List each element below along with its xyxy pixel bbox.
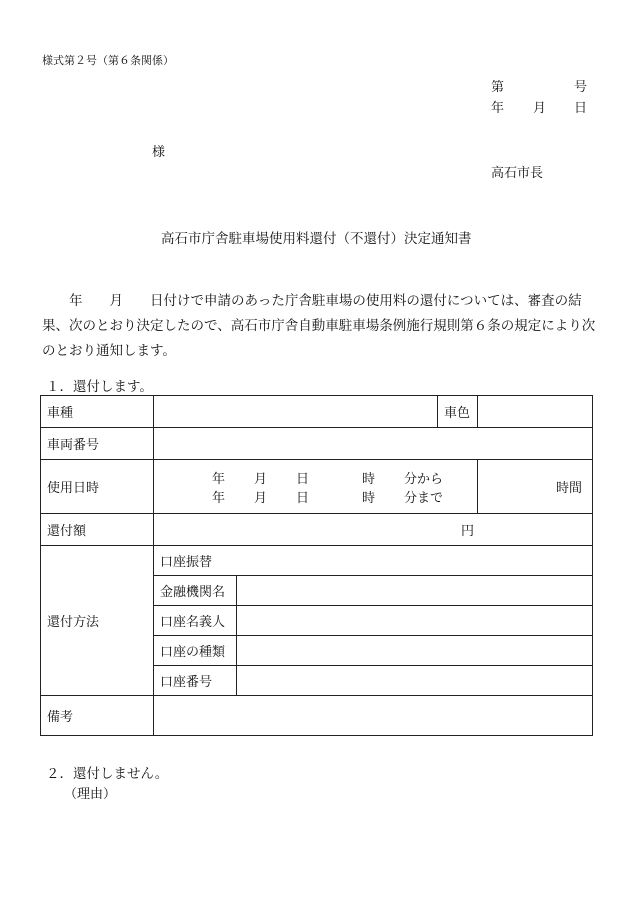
account-holder-value[interactable] xyxy=(237,606,593,636)
account-transfer-label: 口座振替 xyxy=(154,546,593,576)
reason-label: （理由） xyxy=(64,787,117,802)
document-number-label: 第 xyxy=(491,80,505,95)
vehicle-color-label xyxy=(438,396,478,428)
plate-number-value[interactable] xyxy=(154,428,593,460)
from-hour: 時 xyxy=(362,471,376,487)
table-row xyxy=(41,428,593,460)
section1-heading: １．還付します。 xyxy=(46,379,153,395)
account-number-label: 口座番号 xyxy=(154,666,237,696)
bank-name-value[interactable] xyxy=(237,576,593,606)
account-type-value[interactable] xyxy=(237,636,593,666)
to-month: 月 xyxy=(254,490,268,506)
usage-hours-unit[interactable]: 時間 xyxy=(478,460,593,514)
from-minute: 分から xyxy=(404,471,444,487)
remarks-value[interactable] xyxy=(154,696,593,736)
from-day: 日 xyxy=(296,471,310,487)
table-row xyxy=(41,546,593,576)
plate-number-label: 車両番号 xyxy=(41,428,154,460)
to-year: 年 xyxy=(212,490,226,506)
to-minute: 分まで xyxy=(404,490,444,506)
body-paragraph: 年 月 日付けで申請のあった庁舎駐車場の使用料の還付については、審査の結果、次のとおり決定したので、高石市庁舎自動車駐車場条例施行規則第６条の規定により次のとおり通知します。 xyxy=(42,293,596,359)
bank-name-label: 金融機関名 xyxy=(154,576,237,606)
vehicle-color-value[interactable] xyxy=(478,396,593,428)
usage-from-line xyxy=(160,468,471,487)
from-month: 月 xyxy=(254,471,268,487)
table-row xyxy=(41,396,593,428)
refund-amount-value[interactable]: 円 xyxy=(154,514,593,546)
table-row xyxy=(41,460,593,514)
issuer-name: 高石市長 xyxy=(491,166,544,181)
issue-date-day: 日 xyxy=(574,101,588,116)
usage-datetime-label: 使用日時 xyxy=(41,460,154,514)
addressee-suffix: 様 xyxy=(152,145,166,160)
issue-date-month: 月 xyxy=(533,101,547,116)
usage-datetime-range[interactable] xyxy=(154,460,478,514)
refund-method-label: 還付方法 xyxy=(41,546,154,696)
account-number-value[interactable] xyxy=(237,666,593,696)
form-number: 様式第２号（第６条関係） xyxy=(42,54,174,67)
document-number-suffix: 号 xyxy=(574,80,588,95)
issue-date-year: 年 xyxy=(491,101,505,116)
account-holder-label: 口座名義人 xyxy=(154,606,237,636)
vehicle-type-value[interactable] xyxy=(154,396,438,428)
to-hour: 時 xyxy=(362,490,376,506)
refund-details-table xyxy=(40,395,593,736)
table-row xyxy=(41,696,593,736)
usage-to-line xyxy=(160,487,471,506)
document-title: 高石市庁舎駐車場使用料還付（不還付）決定通知書 xyxy=(161,231,472,247)
section2-heading: ２．還付しません。 xyxy=(46,766,169,782)
table-row xyxy=(41,514,593,546)
refund-amount-label: 還付額 xyxy=(41,514,154,546)
vehicle-type-label: 車種 xyxy=(41,396,154,428)
vehicle-color-text: 車色 xyxy=(444,406,471,421)
account-type-label: 口座の種類 xyxy=(154,636,237,666)
to-day: 日 xyxy=(296,490,310,506)
from-year: 年 xyxy=(212,471,226,487)
remarks-label: 備考 xyxy=(41,696,154,736)
